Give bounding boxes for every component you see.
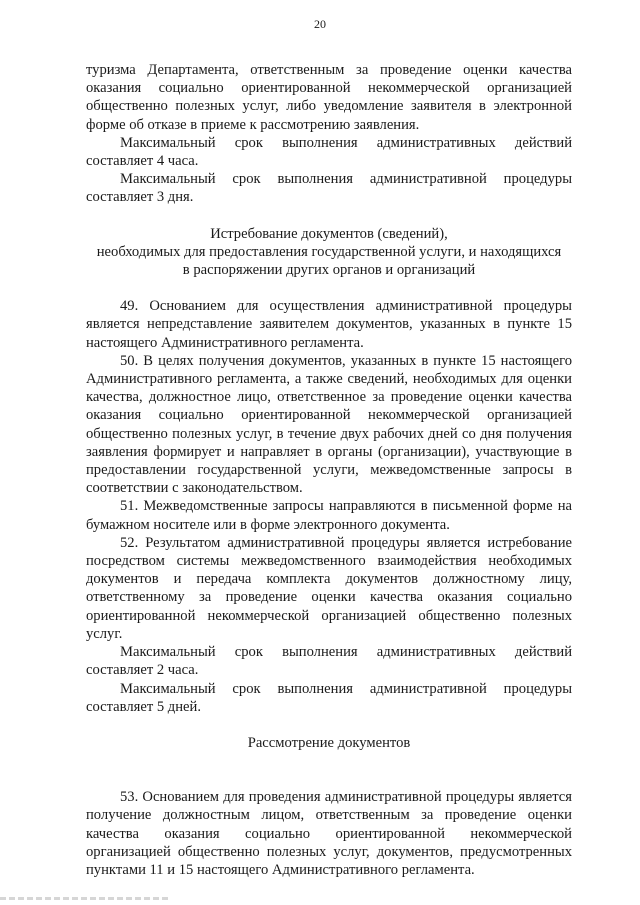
section-heading: Рассмотрение документов	[247, 734, 411, 751]
scan-artifact	[0, 897, 170, 900]
paragraph-50: 50. В целях получения документов, указанных в пункте 15 настоящего Административного регламента, а также сведений, необходимых для оценки качества, должностное лицо, ответственное за проведение оценки качества оказания социально ориентированной некоммерческой организацией общественно полезных услуг, в течение двух рабочих дней со дня получения заявления формирует и направляет в органы (организации), участвующие в предоставлении государственной услуги, межведомственные запросы в соответствии с законодательством.	[86, 352, 572, 497]
page-number: 20	[314, 17, 326, 31]
document-body	[86, 61, 572, 879]
paragraph-53: 53. Основанием для проведения административной процедуры является получение должностным лицом, ответственным за проведение оценки качества оказания социально ориентированной некоммерческой организацией общественно полезных услуг, документов, предусмотренных пунктами 11 и 15 настоящего Административного регламента.	[86, 789, 572, 878]
paragraph: Максимальный срок выполнения административной процедуры составляет 5 дней.	[86, 680, 572, 715]
paragraph-49: 49. Основанием для осуществления административной процедуры является непредставление заявителем документов, указанных в пункте 15 настоящего Административного регламента.	[86, 298, 572, 351]
section-heading-line: необходимых для предоставления государственной услуги, и находящихся	[96, 243, 562, 260]
paragraph-52: 52. Результатом административной процедуры является истребование посредством системы межведомственного взаимодействия необходимых документов и передача комплекта документов должностному лицу, ответственному за проведение оценки качества оказания социально ориентированной некоммерческой организацией общественно полезных услуг.	[86, 534, 572, 642]
paragraph: Максимальный срок выполнения административных действий составляет 2 часа.	[86, 644, 572, 679]
paragraph: туризма Департамента, ответственным за проведение оценки качества оказания социально ориентированной некоммерческой организацией общественно полезных услуг, либо уведомление заявителя в электронной форме об отказе в приеме к рассмотрению заявления.	[86, 62, 572, 133]
section-heading-line: Истребование документов (сведений),	[210, 225, 448, 242]
paragraph: Максимальный срок выполнения административной процедуры составляет 3 дня.	[86, 171, 572, 206]
paragraph: Максимальный срок выполнения административных действий составляет 4 часа.	[86, 134, 572, 170]
section-heading-line: в распоряжении других органов и организаций	[182, 262, 476, 279]
paragraph-51: 51. Межведомственные запросы направляются в письменной форме на бумажном носителе или в форме электронного документа.	[86, 498, 572, 533]
